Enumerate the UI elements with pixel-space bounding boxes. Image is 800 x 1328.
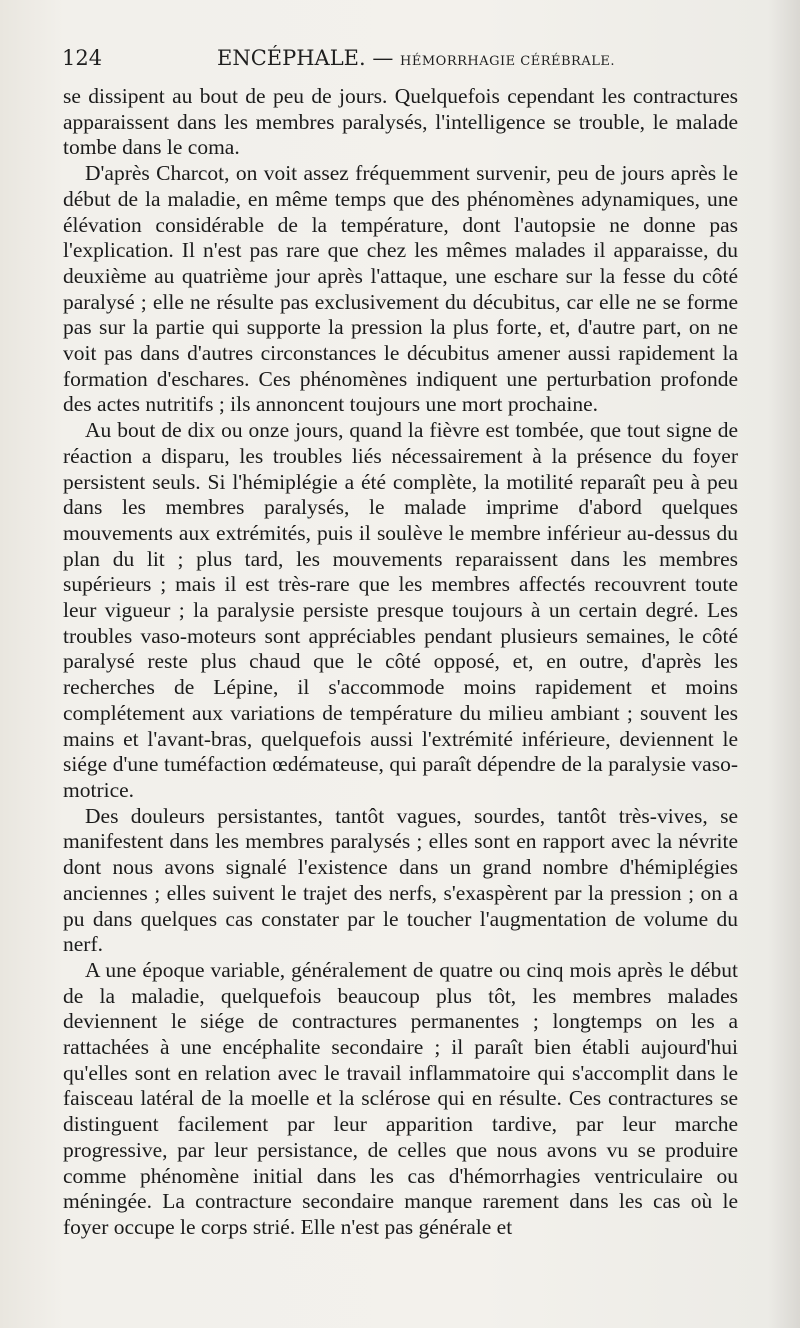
- chapter-title: ENCÉPHALE.: [217, 46, 366, 70]
- paragraph: se dissipent au bout de peu de jours. Quelquefois cependant les contractures apparaissent dans les membres paralysés, l'intelligence se trouble, le malade tombe dans le coma.: [63, 84, 738, 160]
- paragraph: Au bout de dix ou onze jours, quand la fièvre est tombée, que tout signe de réaction a disparu, les troubles liés nécessairement à la présence du foyer persistent seuls. Si l'hémiplégie a été complète, la motilité reparaît peu à peu dans les membres paralysés, le malade imprime d'abord quelques mouvements aux extrémités, puis il soulève le membre inférieur au-dessus du plan du lit ; plus tard, les mouvements reparaissent dans les membres supérieurs ; mais il est très-rare que les membres affectés recouvrent toute leur vigueur ; la paralysie persiste presque toujours à un certain degré. Les troubles vaso-moteurs sont appréciables pendant plusieurs semaines, le côté paralysé reste plus chaud que le côté opposé, et, en outre, d'après les recherches de Lépine, il s'accommode moins rapidement et moins complétement aux variations de température du milieu ambiant ; souvent les mains et l'avant-bras, quelquefois aussi l'extrémité inférieure, deviennent le siége d'une tuméfaction œdémateuse, qui paraît dépendre de la paralysie vaso-motrice.: [63, 418, 738, 802]
- title-separator: —: [365, 46, 401, 70]
- paragraph: D'après Charcot, on voit assez fréquemment survenir, peu de jours après le début de la maladie, en même temps que des phénomènes adynamiques, une élévation considérable de la température, dont l'autopsie ne donne pas l'explication. Il n'est pas rare que chez les mêmes malades il apparaisse, du deuxième au quatrième jour après l'attaque, une eschare sur la fesse du côté paralysé ; elle ne résulte pas exclusivement du décubitus, car elle ne se forme pas sur la partie qui supporte la pression la plus forte, et, d'autre part, on ne voit pas dans d'autres circonstances le décubitus amener aussi rapidement la formation d'eschares. Ces phénomènes indiquent une perturbation profonde des actes nutritifs ; ils annoncent toujours une mort prochaine.: [63, 161, 738, 417]
- running-header: [62, 46, 738, 78]
- paragraph: A une époque variable, généralement de quatre ou cinq mois après le début de la maladie, quelquefois beaucoup plus tôt, les membres malades deviennent le siége de contractures permanentes ; longtemps on les a rattachées à une encéphalite secondaire ; il paraît bien établi aujourd'hui qu'elles sont en relation avec le travail inflammatoire qui s'accomplit dans le faisceau latéral de la moelle et la sclérose qui en résulte. Ces contractures se distinguent facilement par leur apparition tardive, par leur marche progressive, par leur persistance, de celles que nous avons vu se produire comme phénomène initial dans les cas d'hémorrhagies ventriculaire ou méningée. La contracture secondaire manque rarement dans les cas où le foyer occupe le corps strié. Elle n'est pas générale et: [63, 957, 738, 1239]
- body-text: [63, 84, 738, 1241]
- page-number: 124: [62, 46, 103, 70]
- running-title: [217, 46, 615, 70]
- section-title: HÉMORRHAGIE CÉRÉBRALE.: [400, 54, 615, 69]
- paragraph: Des douleurs persistantes, tantôt vagues, sourdes, tantôt très-vives, se manifestent dans les membres paralysés ; elles sont en rapport avec la névrite dont nous avons signalé l'existence dans un grand nombre d'hémiplégies anciennes ; elles suivent le trajet des nerfs, s'exaspèrent par la pression ; on a pu dans quelques cas constater par le toucher l'augmentation de volume du nerf.: [63, 803, 738, 957]
